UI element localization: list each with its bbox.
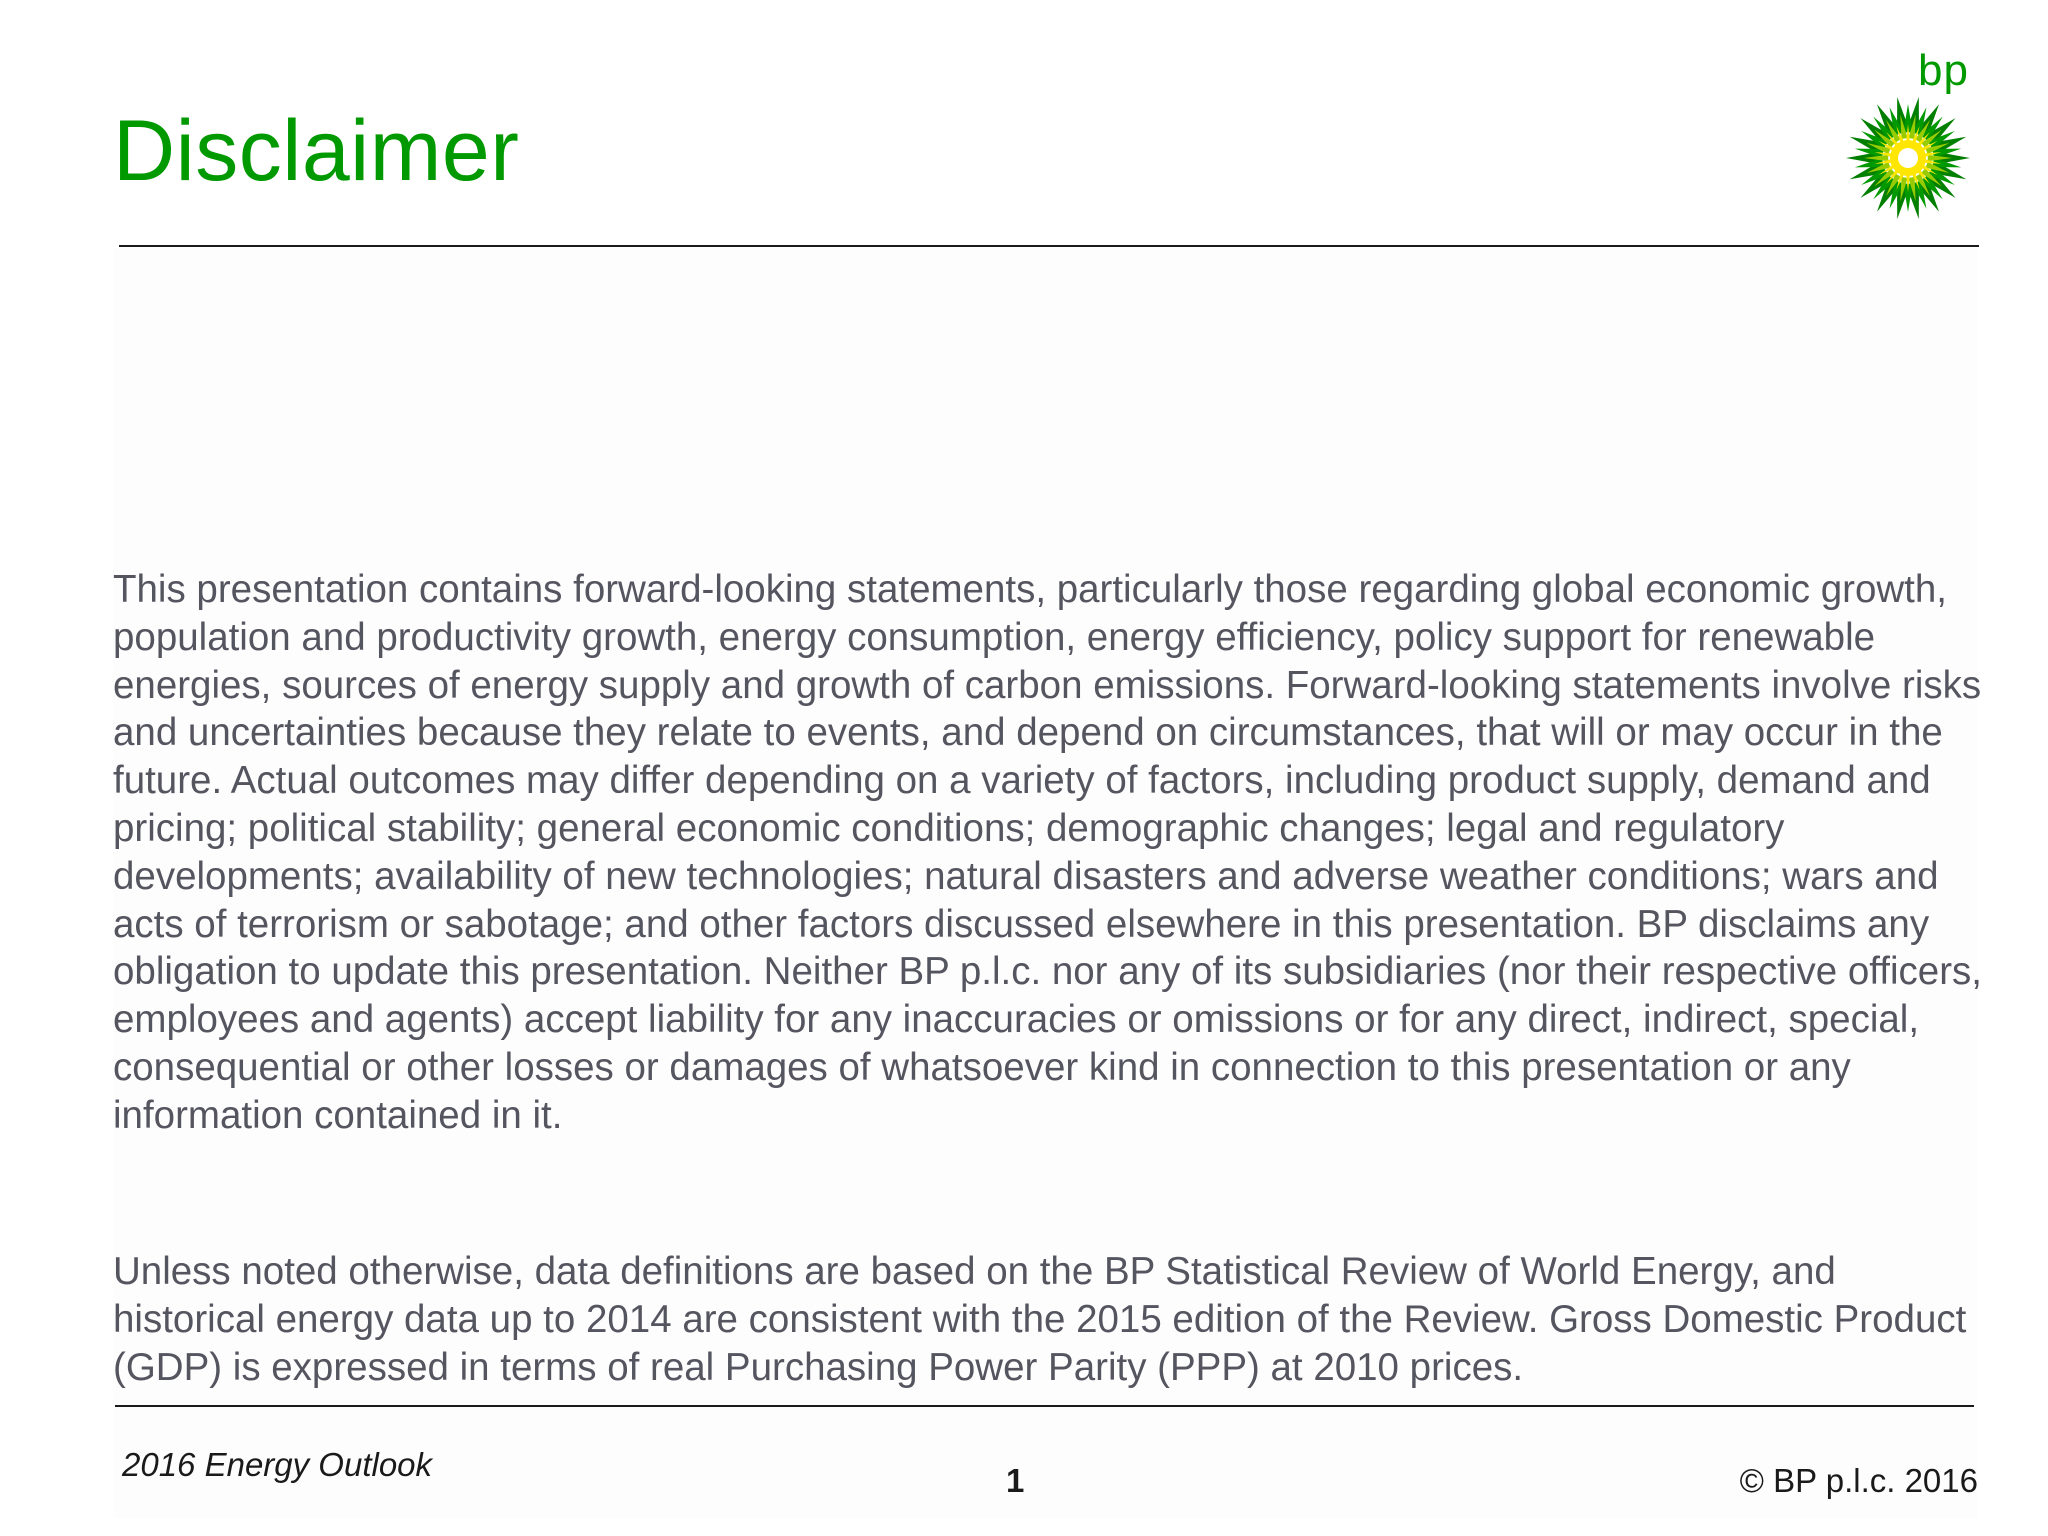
copyright-notice: © BP p.l.c. 2016 [1739,1462,1978,1499]
bp-helios-icon [1842,52,1976,220]
disclaimer-paragraph-data-definitions: Unless noted otherwise, data definitions are based on the BP Statistical Review of World Energy, and historical energy data up to 2014 are consistent with the 2015 edition of the Review. Gross Domestic Product (GDP) is expressed in terms of real Purchasing Power Parity (PPP) at 2010 prices. [113,1250,1967,1389]
footer-report-title: 2016 Energy Outlook [122,1446,433,1483]
slide-title: Disclaimer [113,103,520,199]
bp-wordmark: bp [1918,46,1969,95]
footer-divider [115,1405,1974,1407]
disclaimer-paragraph-forward-looking: This presentation contains forward-looking statements, particularly those regarding global economic growth, population and productivity growth, energy consumption, energy efficiency, policy support for renewable energies, sources of energy supply and growth of carbon emissions. Forward-looking statements involve risks and uncertainties because they relate to events, and depend on circumstances, that will or may occur in the future. Actual outcomes may differ depending on a variety of factors, including product supply, demand and pricing; political stability; general economic conditions; demographic changes; legal and regulatory developments; availability of new technologies; natural disasters and adverse weather conditions; wars and acts of terrorism or sabotage; and other factors discussed elsewhere in this presentation. BP disclaims any obligation to update this presentation. Neither BP p.l.c. nor any of its subsidiaries (nor their respective officers, employees and agents) accept liability for any inaccuracies or omissions or for any direct, indirect, special, consequential or other losses or damages of whatsoever kind in connection to this presentation or any information contained in it. [113,568,1982,1137]
title-divider [119,245,1979,247]
page-number: 1 [1006,1462,1025,1499]
